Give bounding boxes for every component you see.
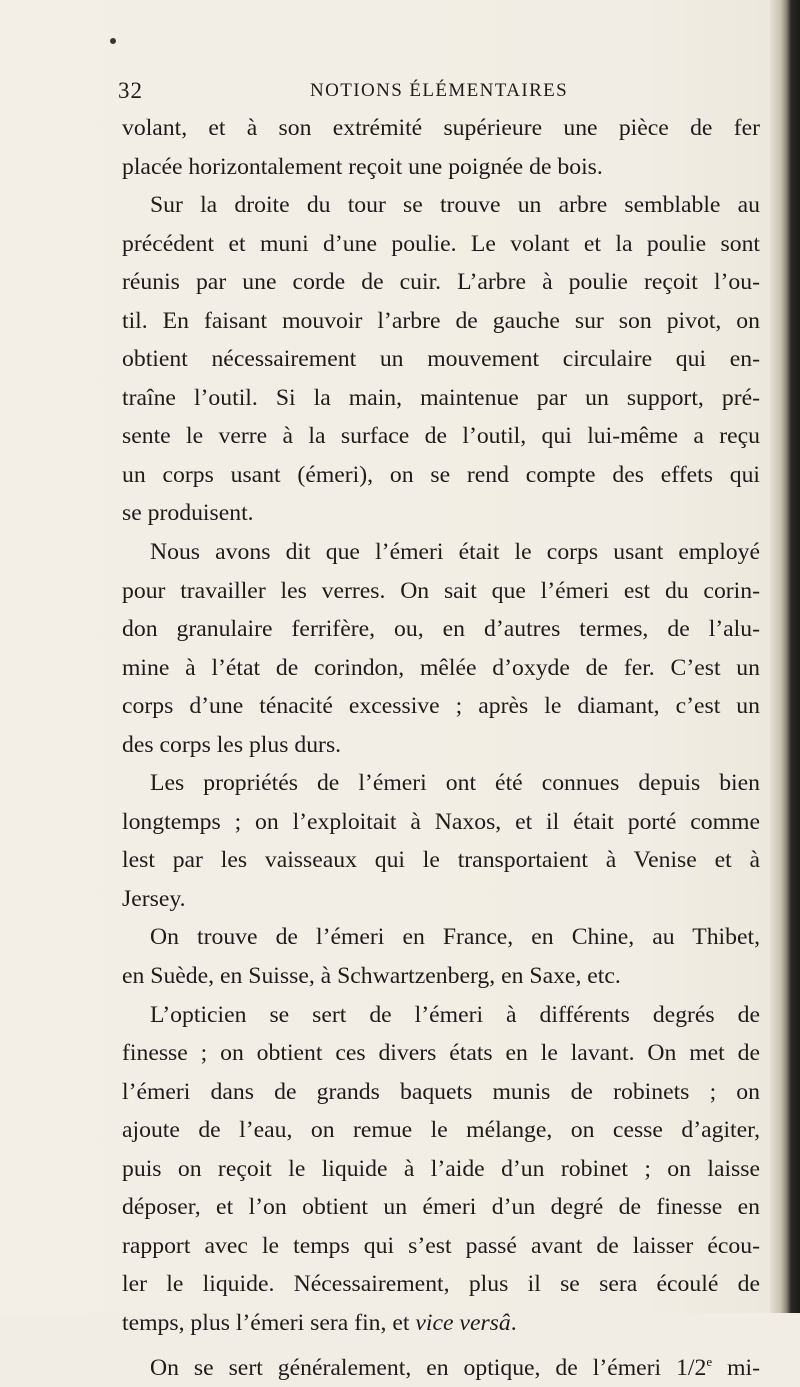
page-binding-edge	[770, 0, 800, 1313]
text-line: un corps usant (émeri), on se rend compte des effets qui	[122, 461, 760, 488]
text-line: til. En faisant mouvoir l’arbre de gauche sur son pivot, on	[122, 307, 760, 334]
text-line: placée horizontalement reçoit une poignée de bois.	[122, 153, 603, 180]
text-line: se produisent.	[122, 500, 254, 527]
text-line: mine à l’état de corindon, mêlée d’oxyde de fer. C’est un	[122, 654, 760, 681]
text-line: traîne l’outil. Si la main, maintenue par un support, pré-	[122, 384, 760, 411]
text-line: précédent et muni d’une poulie. Le volant et la poulie sont	[122, 230, 760, 257]
text-line: l’émeri dans de grands baquets munis de robinets ; on	[122, 1078, 760, 1105]
text-line: On se sert généralement, en optique, de l’émeri 1/2e mi-	[150, 1353, 760, 1381]
text-line: en Suède, en Suisse, à Schwartzenberg, en Saxe, etc.	[122, 963, 621, 990]
text-line: rapport avec le temps qui s’est passé avant de laisser écou-	[122, 1232, 760, 1259]
text-line: ajoute de l’eau, on remue le mélange, on cesse d’agiter,	[122, 1117, 760, 1144]
body-text	[122, 109, 760, 1381]
text-line: temps, plus l’émeri sera fin, et vice versâ.	[122, 1309, 517, 1336]
text-line: sente le verre à la surface de l’outil, qui lui-même a reçu	[122, 423, 760, 450]
page-number: 32	[118, 78, 143, 103]
text-line: déposer, et l’on obtient un émeri d’un degré de finesse en	[122, 1194, 760, 1221]
text-line: Les propriétés de l’émeri ont été connues depuis bien	[150, 770, 760, 797]
text-line: obtient nécessairement un mouvement circulaire qui en-	[122, 346, 760, 373]
page-header	[118, 78, 758, 108]
text-line: L’opticien se sert de l’émeri à différents degrés de	[150, 1001, 760, 1028]
text-line: finesse ; on obtient ces divers états en le lavant. On met de	[122, 1040, 760, 1067]
text-line: Nous avons dit que l’émeri était le corps usant employé	[150, 539, 760, 566]
text-line: lest par les vaisseaux qui le transportaient à Venise et à	[122, 847, 760, 874]
text-line: corps d’une ténacité excessive ; après le diamant, c’est un	[122, 693, 760, 720]
text-line: puis on reçoit le liquide à l’aide d’un robinet ; on laisse	[122, 1155, 760, 1182]
text-line: pour travailler les verres. On sait que l’émeri est du corin-	[122, 577, 760, 604]
text-line: longtemps ; on l’exploitait à Naxos, et il était porté comme	[122, 808, 760, 835]
text-line: don granulaire ferrifère, ou, en d’autres termes, de l’alu-	[122, 616, 760, 643]
ink-spot	[110, 38, 116, 44]
text-line: des corps les plus durs.	[122, 731, 342, 758]
running-title: NOTIONS ÉLÉMENTAIRES	[310, 80, 569, 101]
text-line: Jersey.	[122, 885, 186, 912]
text-line: volant, et à son extrémité supérieure une pièce de fer	[122, 115, 760, 141]
text-line: réunis par une corde de cuir. L’arbre à poulie reçoit l’ou-	[122, 269, 760, 296]
text-line: Sur la droite du tour se trouve un arbre semblable au	[150, 192, 760, 219]
text-line: ler le liquide. Nécessairement, plus il se sera écoulé de	[122, 1271, 760, 1298]
text-line: On trouve de l’émeri en France, en Chine, au Thibet,	[150, 924, 760, 951]
